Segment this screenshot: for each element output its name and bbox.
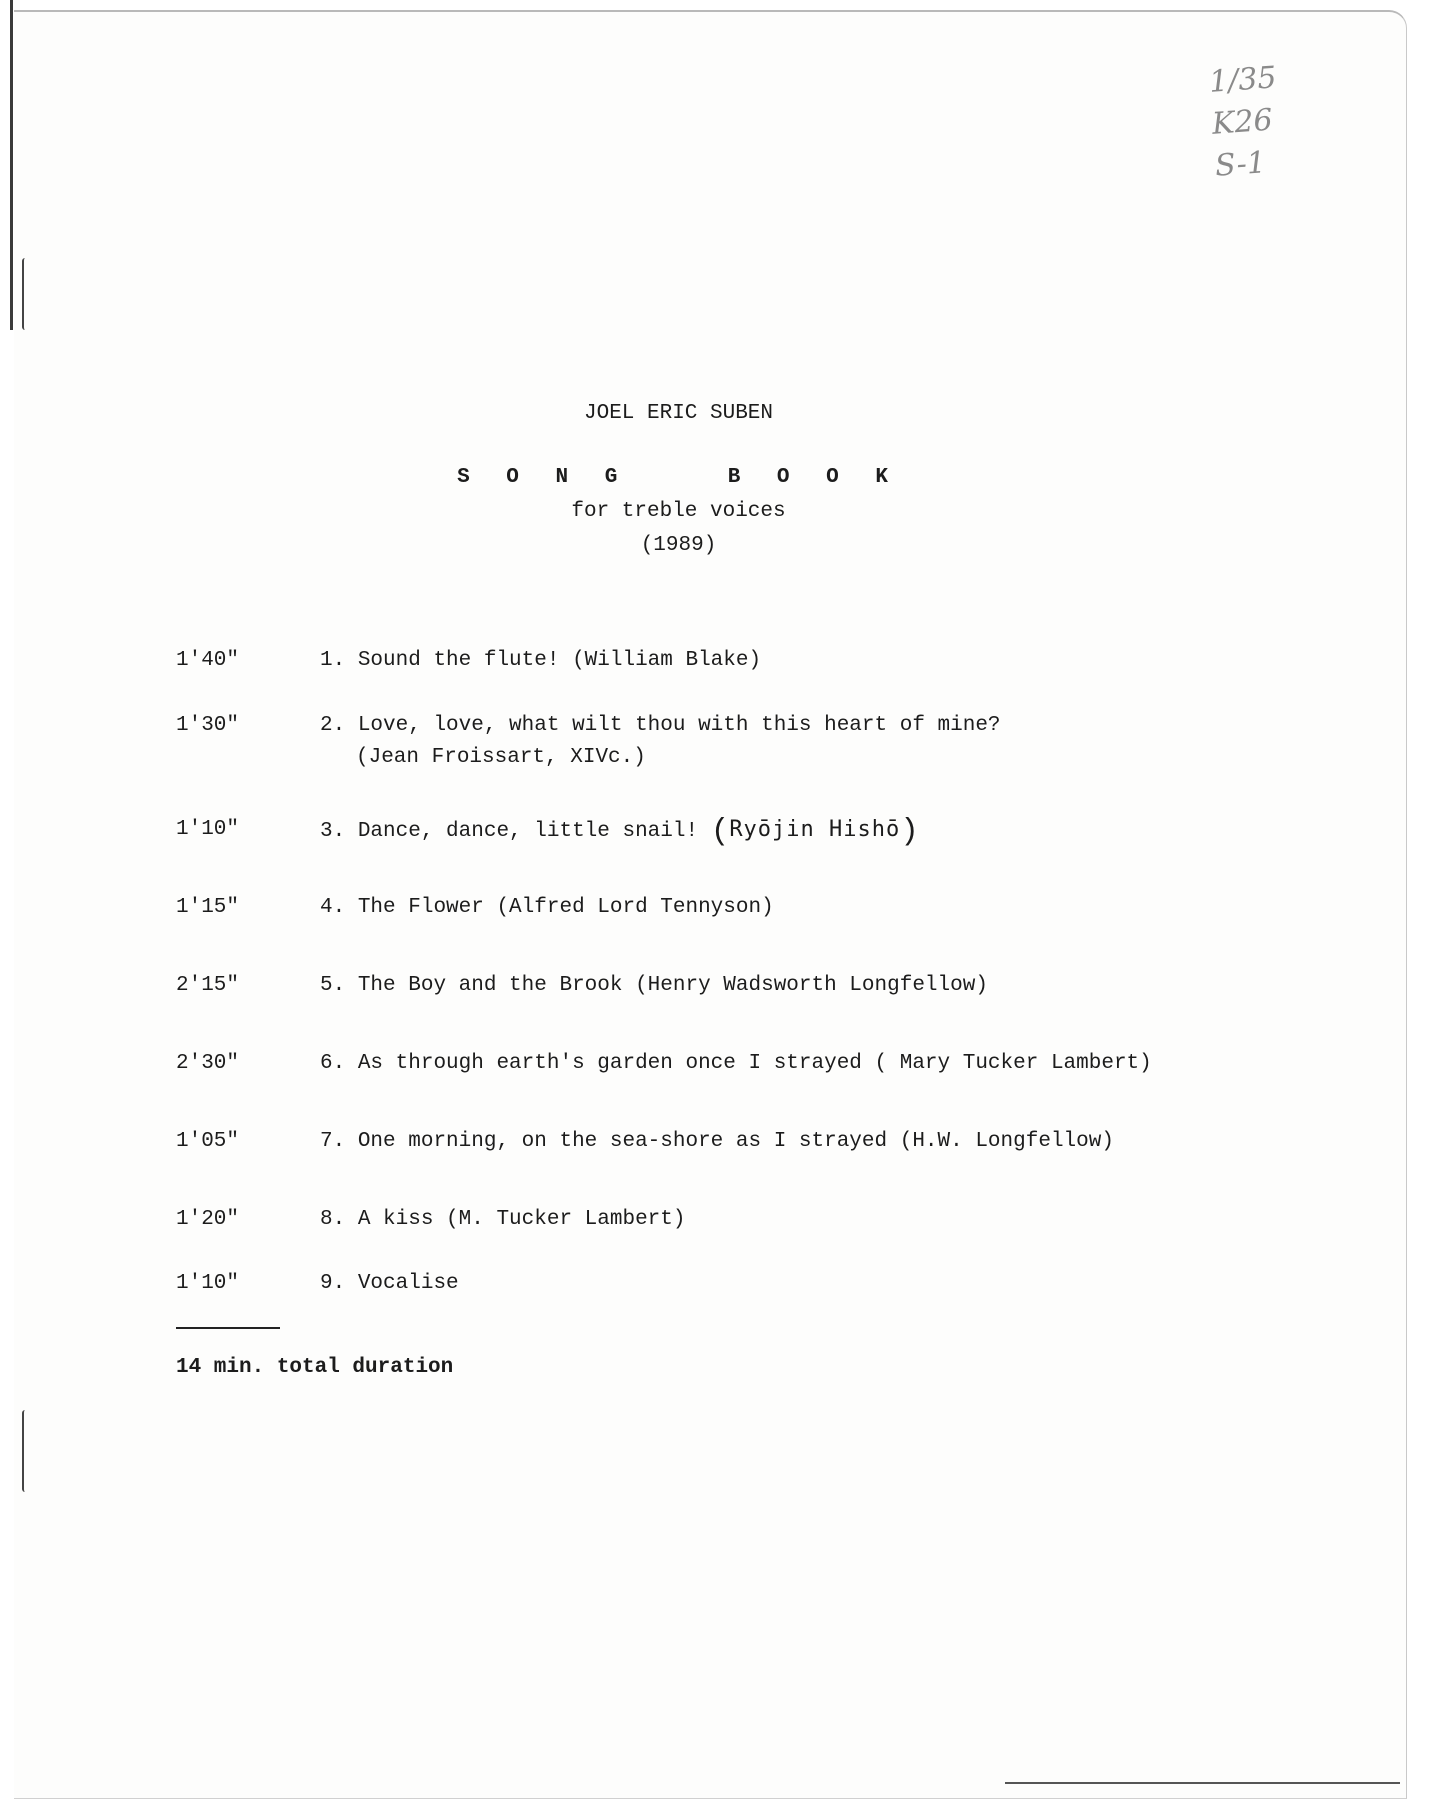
song-number: 6. (320, 1052, 346, 1075)
song-title: The Boy and the Brook (Henry Wadsworth Longfellow) (357, 974, 988, 997)
song-number: 3. (320, 820, 346, 843)
song-duration: 1'05" (176, 1130, 240, 1153)
song-title: A kiss (M. Tucker Lambert) (357, 1208, 686, 1231)
work-title: S O N G B O O K (457, 466, 900, 489)
song-title: Sound the flute! (William Blake) (357, 649, 762, 672)
handwritten-catalog-note (1208, 54, 1327, 187)
total-duration: 14 min. total duration (176, 1356, 454, 1379)
song-title-continuation: (Jean Froissart, XIVc.) (356, 746, 646, 769)
song-duration: 1'20" (176, 1208, 240, 1231)
song-entry (176, 892, 774, 924)
work-year: (1989) (640, 534, 717, 557)
song-entry (176, 1126, 1114, 1158)
song-duration: 2'30" (176, 1052, 240, 1075)
song-number: 4. (320, 896, 346, 919)
song-number: 7. (320, 1130, 346, 1153)
binding-mark-bottom (22, 1410, 28, 1492)
work-subtitle: for treble voices (571, 500, 786, 523)
song-duration: 1'15" (176, 896, 240, 919)
song-duration: 1'10" (176, 1272, 240, 1295)
open-paren: ( (710, 814, 730, 849)
song-entry (176, 814, 919, 848)
song-entry (176, 1048, 1152, 1080)
song-title: One morning, on the sea-shore as I strayed (H.W. Longfellow) (357, 1130, 1114, 1153)
handwritten-line: 1/35 (1207, 60, 1278, 100)
page-left-edge (10, 0, 13, 330)
handwritten-line: K26 (1210, 102, 1274, 142)
song-title: The Flower (Alfred Lord Tennyson) (357, 896, 774, 919)
song-entry (176, 645, 761, 677)
song-duration: 2'15" (176, 974, 240, 997)
song-duration: 1'10" (176, 818, 240, 841)
song-number: 8. (320, 1208, 346, 1231)
page-bottom-edge (1005, 1782, 1400, 1784)
song-duration: 1'40" (176, 649, 240, 672)
song-title: Vocalise (357, 1272, 459, 1295)
total-divider-line (176, 1327, 280, 1329)
song-entry (176, 970, 988, 1002)
title-block (0, 398, 1357, 562)
song-number: 5. (320, 974, 346, 997)
song-entry (176, 1268, 459, 1300)
song-duration: 1'30" (176, 714, 240, 737)
binding-mark-top (22, 258, 28, 330)
song-entry (176, 1204, 685, 1236)
song-entry (176, 710, 1001, 774)
song-number: 9. (320, 1272, 346, 1295)
composer-name: JOEL ERIC SUBEN (583, 402, 774, 425)
song-title: As through earth's garden once I strayed ( Mary Tucker Lambert) (357, 1052, 1152, 1075)
song-number: 2. (320, 714, 346, 737)
close-paren: ) (900, 814, 919, 849)
handwritten-line: S-1 (1213, 145, 1268, 184)
song-number: 1. (320, 649, 346, 672)
song-title: Dance, dance, little snail! (357, 820, 699, 843)
song-title: Love, love, what wilt thou with this heart of mine? (357, 714, 1001, 737)
song-author: Ryōjin Hishō (729, 817, 901, 842)
